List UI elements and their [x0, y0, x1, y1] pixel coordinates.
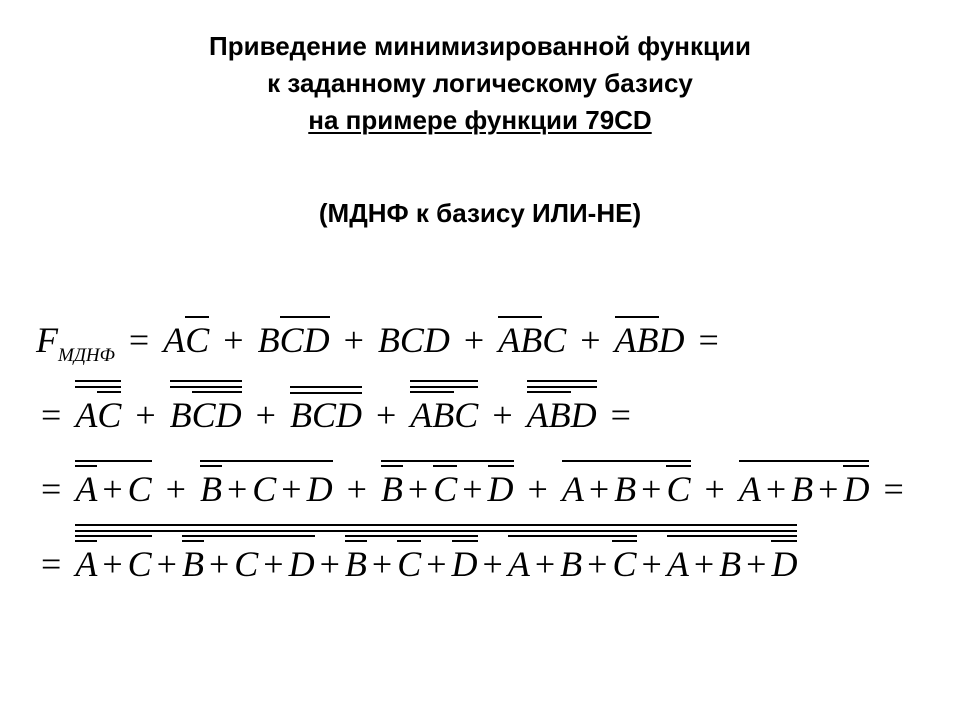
equation-line-3	[36, 460, 909, 507]
var-c-negated: C	[192, 391, 216, 433]
plus-sign: +	[580, 320, 601, 360]
var-c-negated: C	[185, 316, 209, 358]
negated-sum-2	[182, 535, 315, 582]
plus-sign: +	[407, 469, 429, 509]
title-line-3: на примере функции 79CD	[308, 105, 652, 135]
var-a: A	[75, 395, 98, 435]
plus-sign: +	[102, 469, 123, 509]
var-b-negated: B	[432, 391, 454, 433]
plus-sign: +	[371, 544, 393, 584]
eq-sign: =	[41, 544, 62, 584]
plus-sign: +	[641, 544, 662, 584]
plus-sign: +	[255, 395, 276, 435]
eq-sign: =	[698, 320, 719, 360]
var-d-negated: D	[216, 391, 242, 433]
function-name: F	[36, 320, 58, 360]
var-c-negated: C	[280, 316, 304, 358]
double-negation-term-2	[170, 380, 242, 433]
var-d: D	[335, 395, 362, 435]
var-c-negated: C	[397, 540, 421, 582]
var-b: B	[257, 320, 280, 360]
plus-sign: +	[165, 469, 186, 509]
var-c-negated: C	[666, 465, 690, 507]
var-c: C	[234, 544, 259, 584]
outer-double-negation	[75, 524, 797, 582]
var-d-negated: D	[771, 540, 797, 582]
negated-sum-5	[739, 460, 870, 507]
plus-sign: +	[588, 469, 610, 509]
var-b-negated: B	[637, 316, 659, 358]
var-c: C	[399, 320, 424, 360]
var-c: C	[454, 395, 479, 435]
var-b-negated: B	[381, 465, 403, 507]
var-c-negated: C	[97, 391, 121, 433]
plus-sign: +	[693, 544, 715, 584]
plus-sign: +	[818, 469, 839, 509]
var-d: D	[306, 469, 333, 509]
plus-sign: +	[319, 544, 340, 584]
var-a: A	[666, 544, 689, 584]
negated-sum-4	[562, 460, 691, 507]
eq-sign: =	[41, 395, 62, 435]
var-d: D	[423, 320, 450, 360]
var-b-negated: B	[182, 540, 204, 582]
var-b: B	[169, 395, 192, 435]
eq-sign: =	[610, 395, 631, 435]
var-a: A	[507, 544, 530, 584]
plus-sign: +	[527, 469, 548, 509]
var-d: D	[658, 320, 685, 360]
plus-sign: +	[641, 469, 662, 509]
var-a-negated: A	[75, 540, 97, 582]
var-c-negated: C	[612, 540, 636, 582]
plus-sign: +	[375, 395, 397, 435]
var-b: B	[289, 395, 312, 435]
var-b: B	[719, 544, 742, 584]
var-a-negated: A	[75, 465, 97, 507]
plus-sign: +	[482, 544, 503, 584]
plus-sign: +	[492, 395, 513, 435]
eq-sign: =	[883, 469, 904, 509]
var-c: C	[127, 469, 152, 509]
plus-sign: +	[263, 544, 284, 584]
var-c: C	[127, 544, 152, 584]
var-b-negated: B	[549, 391, 571, 433]
equation-line-4	[36, 524, 797, 582]
plus-sign: +	[587, 544, 608, 584]
var-a: A	[163, 320, 186, 360]
var-d-negated: D	[452, 540, 478, 582]
var-a-negated: A	[615, 316, 637, 358]
plus-sign: +	[156, 544, 177, 584]
var-a-negated: A	[410, 391, 432, 433]
slide-subtitle: (МДНФ к базису ИЛИ-НЕ)	[318, 198, 642, 228]
var-a-negated: A	[527, 391, 549, 433]
plus-sign: +	[343, 320, 364, 360]
var-a: A	[561, 469, 584, 509]
var-b: B	[791, 469, 814, 509]
plus-sign: +	[223, 320, 244, 360]
equation-line-2	[36, 380, 636, 433]
plus-sign: +	[281, 469, 302, 509]
negated-sum-3	[381, 460, 514, 507]
plus-sign: +	[462, 469, 483, 509]
plus-sign: +	[208, 544, 230, 584]
negated-sum-1	[75, 460, 151, 507]
double-negation-term-3	[290, 386, 362, 433]
var-a-negated: A	[498, 316, 520, 358]
negated-sum-2	[200, 460, 333, 507]
plus-sign: +	[346, 469, 367, 509]
eq-sign: =	[128, 320, 150, 360]
plus-sign: +	[704, 469, 725, 509]
var-b-negated: B	[520, 316, 542, 358]
var-d: D	[288, 544, 315, 584]
slide-title	[0, 28, 960, 139]
var-c: C	[542, 320, 567, 360]
var-c-negated: C	[433, 465, 457, 507]
double-negation-term-4	[410, 380, 478, 433]
negated-sum-1	[75, 535, 151, 582]
eq-sign: =	[41, 469, 62, 509]
negated-sum-5	[667, 535, 798, 582]
title-line-1: Приведение минимизированной функции	[209, 31, 751, 61]
var-d-negated: D	[488, 465, 514, 507]
var-b-negated: B	[200, 465, 222, 507]
plus-sign: +	[746, 544, 767, 584]
var-d-negated: D	[843, 465, 869, 507]
double-negation-term-1	[75, 380, 121, 433]
var-b: B	[377, 320, 400, 360]
double-negation-term-5	[527, 380, 597, 433]
plus-sign: +	[765, 469, 787, 509]
var-c: C	[252, 469, 277, 509]
plus-sign: +	[534, 544, 556, 584]
var-c: C	[311, 395, 336, 435]
plus-sign: +	[426, 544, 447, 584]
var-b: B	[614, 469, 637, 509]
plus-sign: +	[226, 469, 248, 509]
negated-sum-4	[508, 535, 637, 582]
title-line-2: к заданному логическому базису	[267, 68, 693, 98]
negated-sum-3	[345, 535, 478, 582]
function-subscript: МДНФ	[58, 345, 115, 366]
var-d: D	[570, 395, 597, 435]
var-d-negated: D	[304, 316, 330, 358]
plus-sign: +	[135, 395, 156, 435]
var-b: B	[560, 544, 583, 584]
var-a: A	[738, 469, 761, 509]
var-b-negated: B	[345, 540, 367, 582]
plus-sign: +	[102, 544, 123, 584]
equation-line-1	[36, 316, 724, 365]
plus-sign: +	[463, 320, 485, 360]
